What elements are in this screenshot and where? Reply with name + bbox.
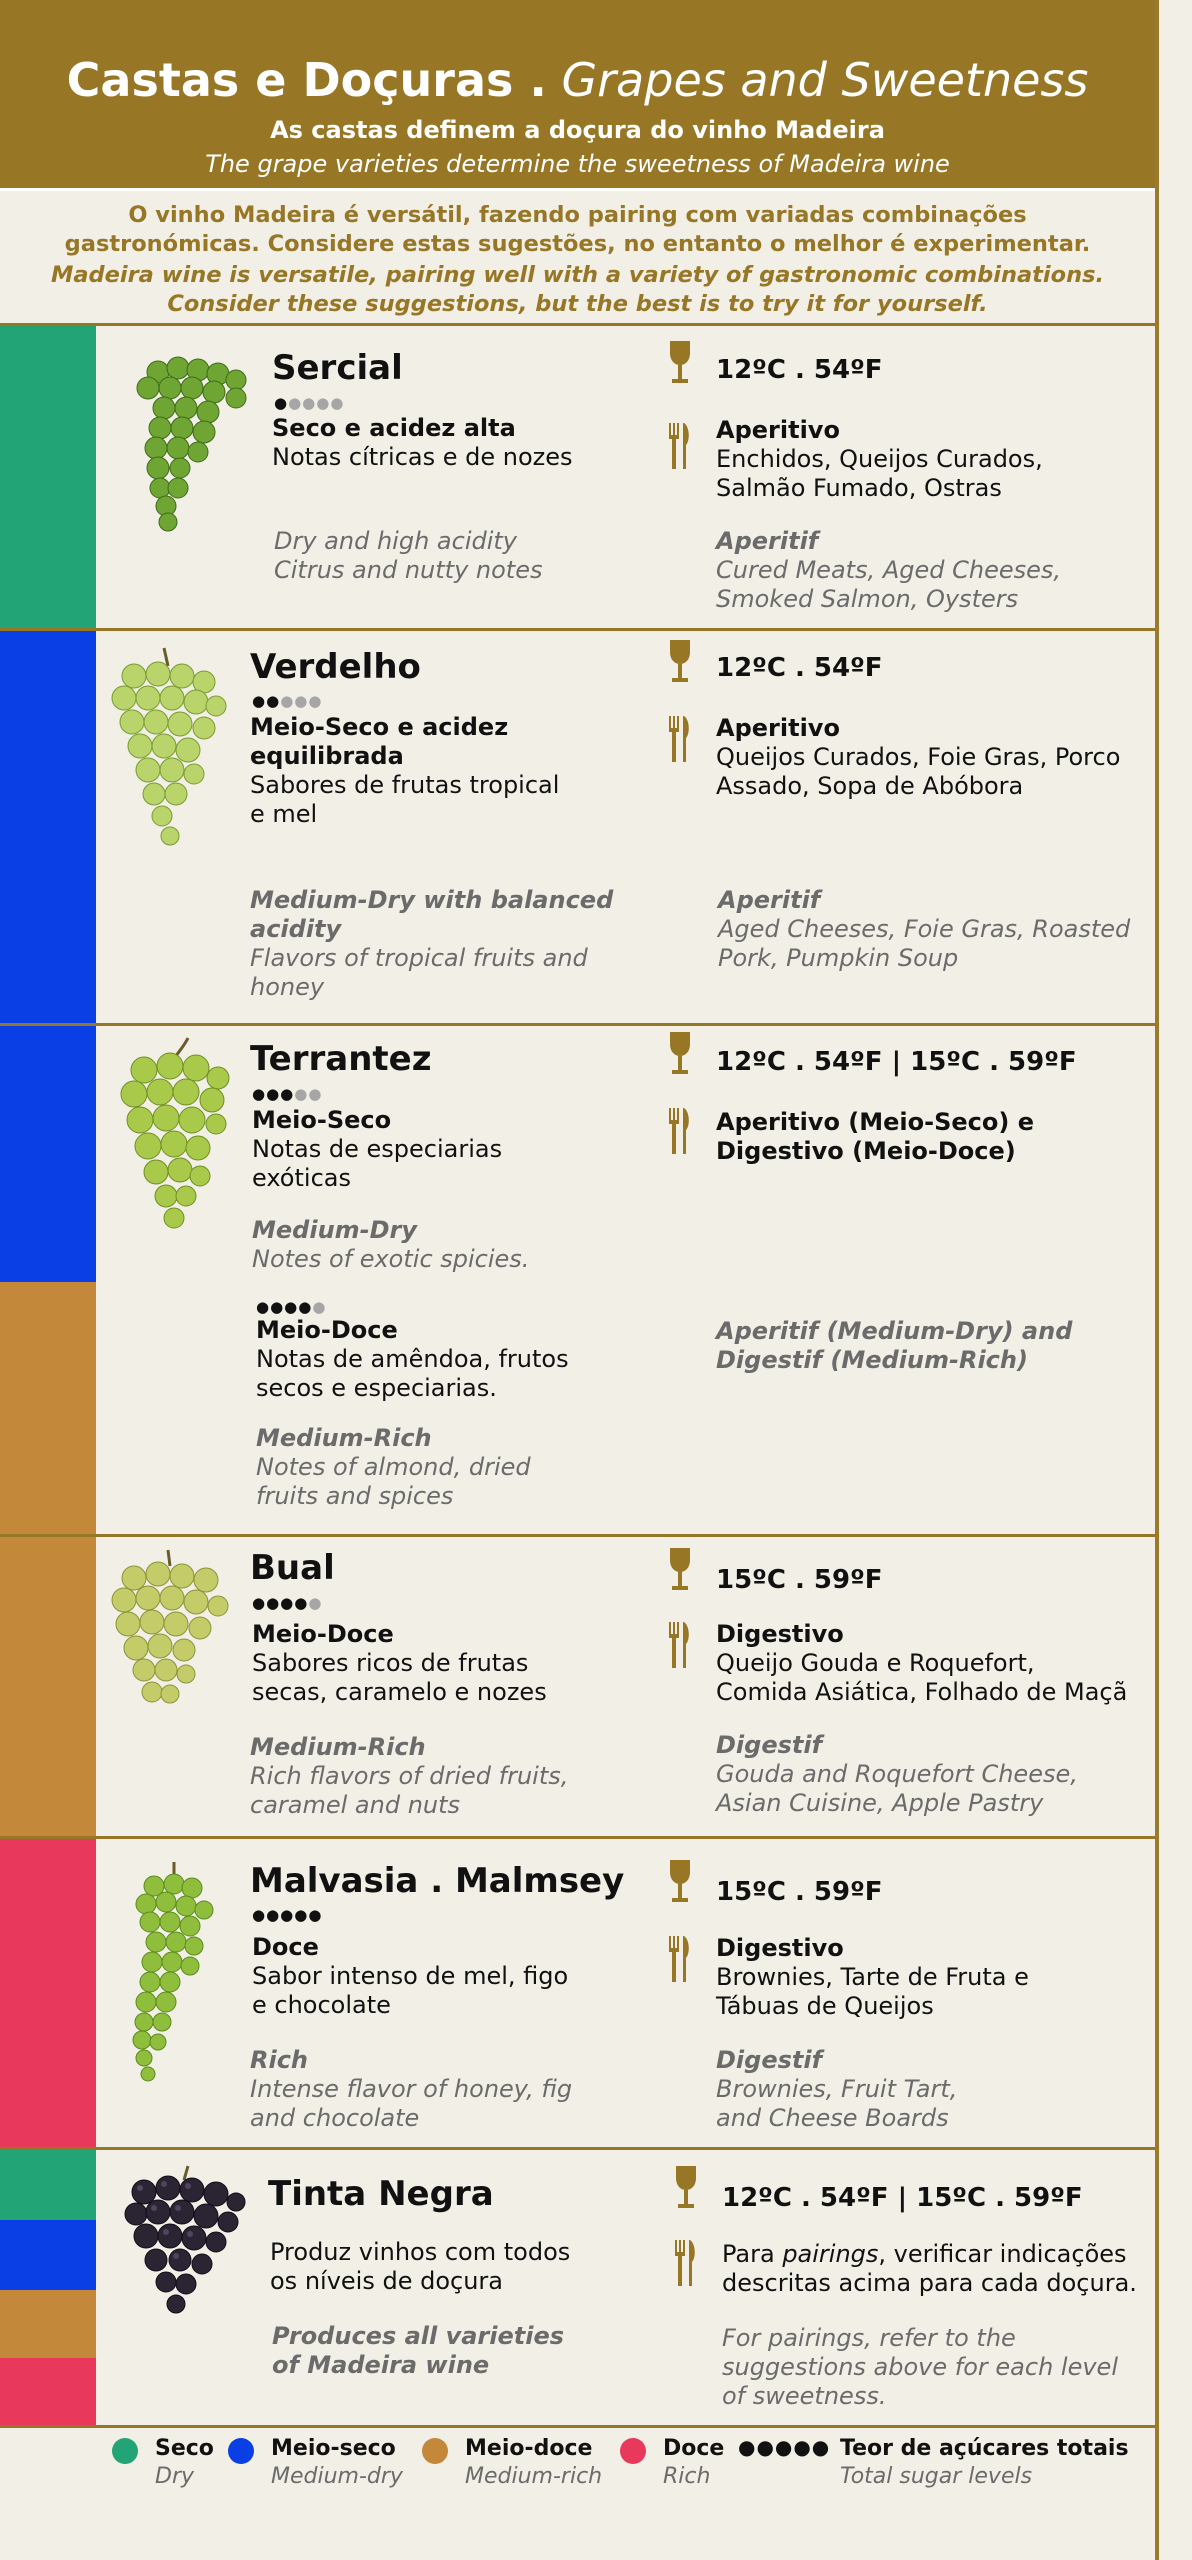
grape-cluster-icon <box>118 2164 248 2324</box>
pairing-line: Smoked Salmon, Oysters <box>716 585 1019 613</box>
description-note: Sabores de frutas tropical <box>250 771 560 799</box>
subtitle-en: The grape varieties determine the sweetness of Madeira wine <box>205 150 950 178</box>
description-lead: Meio-Doce <box>252 1620 394 1648</box>
legend-seco-label: Seco <box>155 2436 214 2461</box>
description-note: honey <box>250 973 325 1001</box>
grape-name-bual: Bual <box>250 1548 335 1588</box>
description-lead: Dry and high acidity <box>274 527 517 555</box>
wine-glass-icon <box>668 1858 692 1906</box>
pairing-line: Brownies, Fruit Tart, <box>716 2075 958 2103</box>
description-note: Intense flavor of honey, fig <box>250 2075 573 2103</box>
legend-meio-doce-label-en: Medium-rich <box>465 2464 603 2489</box>
intro-en-line: Madeira wine is versatile, pairing well with a variety of gastronomic combinations. <box>50 262 1105 288</box>
cutlery-icon <box>668 423 692 469</box>
description-lead: acidity <box>250 915 342 943</box>
grape-cluster-icon <box>104 1548 234 1723</box>
description-note: Notes of exotic spicies. <box>252 1245 530 1273</box>
description-note: Produz vinhos com todos <box>270 2238 571 2266</box>
cutlery-icon <box>668 1622 692 1668</box>
pairing-en <box>718 886 1148 973</box>
legend-sugar-label-en: Total sugar levels <box>840 2464 1033 2489</box>
divider <box>0 628 1155 631</box>
wine-glass-icon <box>668 638 692 686</box>
legend-meio-seco-label: Meio-seco <box>271 2436 396 2461</box>
legend <box>0 2428 1155 2508</box>
legend-doce-label-en: Rich <box>663 2464 711 2489</box>
wine-glass-icon <box>668 1546 692 1594</box>
sweetness-dots: ●●●●● <box>252 1594 323 1612</box>
description-en <box>256 1424 531 1511</box>
pairing-line: and Cheese Boards <box>716 2104 949 2132</box>
header-banner <box>0 0 1155 188</box>
legend-seco-label-en: Dry <box>155 2464 195 2489</box>
serving-temperature: 12ºC . 54ºF <box>716 355 883 385</box>
serving-temperature: 12ºC . 54ºF | 15ºC . 59ºF <box>722 2183 1083 2213</box>
serving-temperature: 15ºC . 59ºF <box>716 1877 883 1907</box>
description-note: Sabores ricos de frutas <box>252 1649 529 1677</box>
grape-cluster-icon <box>118 350 258 535</box>
pairing-line: Pork, Pumpkin Soup <box>718 944 959 972</box>
description-pt <box>250 713 559 829</box>
legend-meio-seco-swatch <box>228 2438 254 2464</box>
sweetness-dots: ●●●●● <box>252 1085 323 1103</box>
pairing-lead: Aperitif <box>718 886 821 914</box>
grape-name-tinta-negra: Tinta Negra <box>268 2174 494 2214</box>
description-note: exóticas <box>252 1164 351 1192</box>
pairing-line: Queijo Gouda e Roquefort, <box>716 1649 1035 1677</box>
pairing-pt <box>716 1934 1146 2021</box>
grape-name-malvasia: Malvasia . Malmsey <box>250 1861 625 1901</box>
cutlery-icon <box>668 1108 692 1154</box>
band-meio-seco <box>0 2220 96 2290</box>
divider <box>0 1836 1155 1839</box>
grape-name-sercial: Sercial <box>272 348 403 388</box>
description-note: Notas de amêndoa, frutos <box>256 1345 569 1373</box>
pairing-lead: Digestivo <box>716 1934 844 1962</box>
legend-doce-label: Doce <box>663 2436 725 2461</box>
pairing-lead: Digestif <box>716 1731 823 1759</box>
legend-meio-doce-label: Meio-doce <box>465 2436 593 2461</box>
intro-pt-line: O vinho Madeira é versátil, fazendo pairing com variadas combinações <box>128 202 1027 228</box>
title-en: Grapes and Sweetness <box>561 53 1089 107</box>
pairing-pt <box>716 1108 1146 1166</box>
description-note: Rich flavors of dried fruits, <box>250 1762 569 1790</box>
pairing-lead: Aperitivo <box>716 416 840 444</box>
pairing-line: For pairings, refer to the <box>722 2324 1016 2352</box>
band-meio-doce <box>0 1282 96 1534</box>
description-lead: Doce <box>252 1933 319 1961</box>
description-lead: Meio-Seco <box>252 1106 392 1134</box>
right-margin <box>1159 0 1192 2560</box>
description-en <box>250 2046 572 2133</box>
serving-temperature: 15ºC . 59ºF <box>716 1565 883 1595</box>
pairing-line: Salmão Fumado, Ostras <box>716 474 1002 502</box>
description-note: Citrus and nutty notes <box>274 556 543 584</box>
description-pt <box>270 2238 570 2296</box>
grape-cluster-icon <box>104 646 234 856</box>
band-meio-seco <box>0 1026 96 1282</box>
title-pt: Castas e Doçuras . <box>66 53 547 107</box>
pairing-text: , verificar indicações <box>878 2240 1127 2268</box>
divider <box>0 323 1155 326</box>
serving-temperature: 12ºC . 54ºF <box>716 653 883 683</box>
intro-en-line: Consider these suggestions, but the best is to try it for yourself. <box>167 291 988 317</box>
divider <box>0 1534 1155 1537</box>
legend-meio-doce-swatch <box>422 2438 448 2464</box>
description-note: caramel and nuts <box>250 1791 461 1819</box>
wine-glass-icon <box>674 2164 698 2212</box>
description-lead: Meio-Seco e acidez <box>250 713 509 741</box>
cutlery-icon <box>668 1936 692 1982</box>
description-pt <box>252 1620 547 1707</box>
sweetness-dots: ●●●●● <box>252 1906 323 1924</box>
pairing-line: Digestif (Medium-Rich) <box>716 1346 1028 1374</box>
grape-name-terrantez: Terrantez <box>250 1039 432 1079</box>
description-en <box>252 1216 529 1274</box>
pairing-lead: Digestivo <box>716 1620 844 1648</box>
description-lead: of Madeira wine <box>272 2351 490 2379</box>
description-note: secos e especiarias. <box>256 1374 497 1402</box>
description-lead: Produces all varieties <box>272 2322 565 2350</box>
legend-sugar-label: Teor de açúcares totais <box>840 2436 1129 2461</box>
pairing-line: Tábuas de Queijos <box>716 1992 934 2020</box>
description-en <box>272 2322 564 2380</box>
pairing-line <box>722 2240 1147 2269</box>
band-meio-doce <box>0 1537 96 1836</box>
pairing-lead: Aperitif <box>716 527 819 555</box>
band-doce <box>0 1839 96 2147</box>
pairing-pt <box>722 2240 1147 2298</box>
band-meio-seco <box>0 631 96 1023</box>
grape-name-verdelho: Verdelho <box>250 647 421 687</box>
pairing-line: Aperitivo (Meio-Seco) e <box>716 1108 1034 1136</box>
description-note: Notes of almond, dried <box>256 1453 531 1481</box>
cutlery-icon <box>668 716 692 762</box>
description-note: and chocolate <box>250 2104 420 2132</box>
legend-meio-seco-label-en: Medium-dry <box>271 2464 403 2489</box>
description-note: fruits and spices <box>256 1482 454 1510</box>
description-pt <box>256 1316 569 1403</box>
band-seco <box>0 326 96 628</box>
intro-pt <box>0 201 1155 259</box>
pairing-line: Aged Cheeses, Foie Gras, Roasted <box>718 915 1131 943</box>
legend-seco-swatch <box>112 2438 138 2464</box>
page-title <box>0 52 1155 108</box>
divider <box>0 2147 1155 2150</box>
description-lead: Meio-Doce <box>256 1316 398 1344</box>
description-lead: Medium-Dry <box>252 1216 418 1244</box>
pairing-text: Para <box>722 2240 783 2268</box>
description-note: Flavors of tropical fruits and <box>250 944 588 972</box>
description-note: Notas cítricas e de nozes <box>272 443 573 471</box>
pairing-en <box>716 1731 1146 1818</box>
description-lead: Rich <box>250 2046 309 2074</box>
band-meio-doce <box>0 2290 96 2358</box>
band-doce <box>0 2358 96 2425</box>
pairing-en <box>716 1317 1146 1375</box>
pairing-line: suggestions above for each level <box>722 2353 1118 2381</box>
description-pt <box>272 414 573 472</box>
pairing-line: Gouda and Roquefort Cheese, <box>716 1760 1078 1788</box>
pairing-line: of sweetness. <box>722 2382 887 2410</box>
legend-sugar-dots: ●●●●● <box>738 2435 831 2459</box>
description-lead: Medium-Rich <box>250 1733 426 1761</box>
pairing-pt <box>716 416 1146 503</box>
description-lead: equilibrada <box>250 742 404 770</box>
description-en <box>250 1733 568 1820</box>
description-note: os níveis de doçura <box>270 2267 503 2295</box>
subtitle-pt: As castas definem a doçura do vinho Madeira <box>270 116 885 144</box>
intro-text <box>0 188 1155 324</box>
description-lead: Medium-Dry with balanced <box>250 886 614 914</box>
intro-en <box>0 261 1155 319</box>
pairing-pt <box>716 1620 1156 1707</box>
description-note: Sabor intenso de mel, figo <box>252 1962 569 1990</box>
cutlery-icon <box>674 2240 698 2286</box>
intro-pt-line: gastronómicas. Considere estas sugestões, no entanto o melhor é experimentar. <box>64 231 1091 257</box>
pairing-line: Aperitif (Medium-Dry) and <box>716 1317 1073 1345</box>
pairing-line: Comida Asiática, Folhado de Maçã <box>716 1678 1128 1706</box>
legend-doce-swatch <box>620 2438 646 2464</box>
serving-temperature: 12ºC . 54ºF | 15ºC . 59ºF <box>716 1047 1077 1077</box>
description-note: Notas de especiarias <box>252 1135 503 1163</box>
description-note: e chocolate <box>252 1991 391 2019</box>
description-lead: Medium-Rich <box>256 1424 432 1452</box>
description-en <box>274 527 542 585</box>
wine-glass-icon <box>668 1030 692 1078</box>
sweetness-dots: ●●●●● <box>274 394 345 412</box>
pairing-line: Queijos Curados, Foie Gras, Porco <box>716 743 1121 771</box>
grape-cluster-icon <box>120 1860 220 2090</box>
description-pt <box>252 1933 568 2020</box>
pairing-en <box>716 527 1146 614</box>
pairing-line: Asian Cuisine, Apple Pastry <box>716 1789 1044 1817</box>
pairing-line: Cured Meats, Aged Cheeses, <box>716 556 1061 584</box>
pairing-line: descritas acima para cada doçura. <box>722 2269 1137 2297</box>
wine-glass-icon <box>668 339 692 387</box>
pairing-lead: Aperitivo <box>716 714 840 742</box>
band-seco <box>0 2150 96 2220</box>
pairing-lead: Digestif <box>716 2046 823 2074</box>
pairing-line: Digestivo (Meio-Doce) <box>716 1137 1016 1165</box>
description-note: secas, caramelo e nozes <box>252 1678 547 1706</box>
sweetness-dots: ●●●●● <box>252 692 323 710</box>
pairing-en <box>722 2324 1152 2411</box>
sweetness-dots: ●●●●● <box>256 1298 327 1316</box>
divider <box>0 1023 1155 1026</box>
pairing-pt <box>716 714 1156 801</box>
pairing-line: Assado, Sopa de Abóbora <box>716 772 1024 800</box>
pairing-emphasis: pairings <box>782 2240 879 2268</box>
description-pt <box>252 1106 502 1193</box>
pairing-line: Enchidos, Queijos Curados, <box>716 445 1043 473</box>
pairing-en <box>716 2046 1146 2133</box>
description-en <box>250 886 613 1002</box>
pairing-line: Brownies, Tarte de Fruta e <box>716 1963 1029 1991</box>
description-note: e mel <box>250 800 318 828</box>
description-lead: Seco e acidez alta <box>272 414 516 442</box>
grape-cluster-icon <box>110 1036 240 1246</box>
